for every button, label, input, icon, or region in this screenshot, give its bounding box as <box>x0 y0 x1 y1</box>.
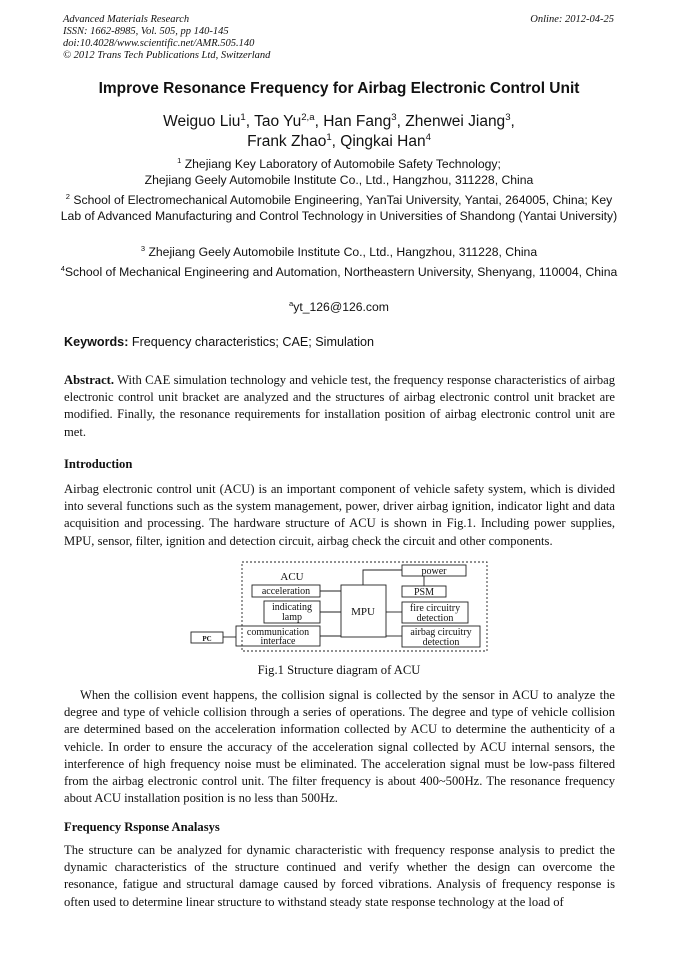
airbag-circuitry-label: airbag circuitry <box>410 627 472 638</box>
abstract-text: With CAE simulation technology and vehicle test, the frequency response characteristics of airbag electronic control unit bracket are analyzed and the structures of airbag electronic control unit bracket are modified. Finally, the resonance requirements for installation position of airbag electronic control unit are met. <box>64 373 616 439</box>
mpu-label: MPU <box>351 606 375 618</box>
affil-mark: 1 <box>177 155 182 165</box>
issn-line: ISSN: 1662-8985, Vol. 505, pp 140-145 <box>63 26 229 37</box>
author-name: Han Fang <box>323 113 392 130</box>
abstract-label: Abstract. <box>64 373 115 387</box>
interface-label: interface <box>260 636 296 647</box>
author-name: Frank Zhao <box>247 133 327 150</box>
collision-paragraph: When the collision event happens, the collision signal is collected by the sensor in ACU to analyze the degree and type of vehicle collision through a series of operations. The degree and type of vehicle collision are determined based on the acceleration information collected by ACU to determine the authenticity of a vehicle. In order to ensure the accuracy of the acceleration signal collected by ACU internal sensors, the interference of high frequency noise must be eliminated. The acceleration signal must be low-pass filtered from the airbag electronic control unit. The filter frequency is about 400~500Hz. The resonance frequency about ACU installation position is no less than 500Hz. <box>64 688 615 806</box>
keywords-text: Frequency characteristics; CAE; Simulation <box>131 335 375 349</box>
acceleration-label: acceleration <box>261 586 311 597</box>
author-name: Tao Yu <box>254 113 302 130</box>
author-affil-mark: 3 <box>505 111 511 123</box>
acu-structure-diagram <box>186 561 490 653</box>
author-affil-mark: 4 <box>425 131 431 143</box>
contact-email <box>60 299 618 315</box>
section-heading-frequency: Frequency Rsponse Analasys <box>64 820 220 834</box>
power-label: power <box>421 566 447 577</box>
fire-detection-label: detection <box>416 613 454 624</box>
journal-name: Advanced Materials Research <box>63 14 190 25</box>
publication-header <box>63 14 270 62</box>
lamp-label: lamp <box>282 612 302 623</box>
author-name: Qingkai Han <box>340 133 426 150</box>
doi-line: doi:10.4028/www.scientific.net/AMR.505.140 <box>63 38 255 49</box>
affiliation-3 <box>60 244 618 260</box>
author-affil-mark: 1 <box>240 111 246 123</box>
email-mark: a <box>289 298 294 308</box>
paper-title: Improve Resonance Frequency for Airbag Electronic Control Unit <box>98 80 580 97</box>
airbag-detection-label: detection <box>422 637 460 648</box>
introduction-paragraph: Airbag electronic control unit (ACU) is an important component of vehicle safety system, which is divided into several functions such as the system management, power, driver airbag ignition, indicator light and data acquisition and processing. The hardware structure of ACU is shown in Fig.1. Including power supplies, MPU, sensor, filter, ignition and detection circuit, airbag check the circuit and other components. <box>64 482 615 548</box>
online-date: Online: 2012-04-25 <box>530 14 614 25</box>
affiliation-1 <box>60 156 618 188</box>
affil-mark: 4 <box>60 263 65 273</box>
email-link[interactable]: yt_126@126.com <box>293 300 389 314</box>
figure-caption: Fig.1 Structure diagram of ACU <box>257 663 421 677</box>
acu-label: ACU <box>280 571 304 583</box>
abstract <box>64 372 615 441</box>
communication-label: communication <box>246 627 310 638</box>
frequency-paragraph: The structure can be analyzed for dynamic characteristic with frequency response analysis to predict the dynamic characteristics of the structure continued and verify whether the design can overcome the resonance, fatigue and structural damage caused by forced vibrations. Analysis of frequency response is often used to determine linear structure to withstand steady state response technology at the load of <box>64 843 615 909</box>
keywords <box>64 335 374 349</box>
author-affil-mark: 1 <box>326 131 332 143</box>
affiliation-2 <box>60 192 618 224</box>
affiliation-4 <box>60 264 618 280</box>
keywords-label: Keywords: <box>64 335 129 349</box>
affil-text: School of Mechanical Engineering and Automation, Northeastern University, Shenyang, 110004, China <box>64 265 618 279</box>
author-list: Weiguo Liu$^1$, Tao Yu$^{2,a}$, Han Fang$^3$, Zhenwei Jiang$^3$, Frank Zhao$^1$, Qingkai Han$^4$ <box>163 111 515 150</box>
affil-text: Zhejiang Geely Automobile Institute Co., Ltd., Hangzhou, 311228, China <box>148 245 538 259</box>
indicating-label: indicating <box>272 602 312 613</box>
affil-mark: 2 <box>65 191 70 201</box>
copyright-line: © 2012 Trans Tech Publications Ltd, Switzerland <box>63 50 271 61</box>
section-heading-introduction: Introduction <box>64 457 133 471</box>
pc-label: PC <box>202 635 212 643</box>
affil-text: Zhejiang Key Laboratory of Automobile Safety Technology; <box>184 157 501 171</box>
author-name: Zhenwei Jiang <box>405 113 506 130</box>
author-affil-mark: 3 <box>391 111 397 123</box>
author-name: Weiguo Liu <box>163 113 241 130</box>
affil-text: School of Electromechanical Automobile Engineering, YanTai University, Yantai, 264005, China; Key Lab of Advanced Manufacturing and Control Technology in Universities of Shandong (Yantai University) <box>60 193 618 223</box>
author-affil-mark: 2,a <box>301 111 315 123</box>
fire-circuitry-label: fire circuitry <box>409 603 461 614</box>
affil-mark: 3 <box>140 243 146 253</box>
psm-label: PSM <box>413 587 435 598</box>
affil-text: Zhejiang Geely Automobile Institute Co., Ltd., Hangzhou, 311228, China <box>144 173 534 187</box>
